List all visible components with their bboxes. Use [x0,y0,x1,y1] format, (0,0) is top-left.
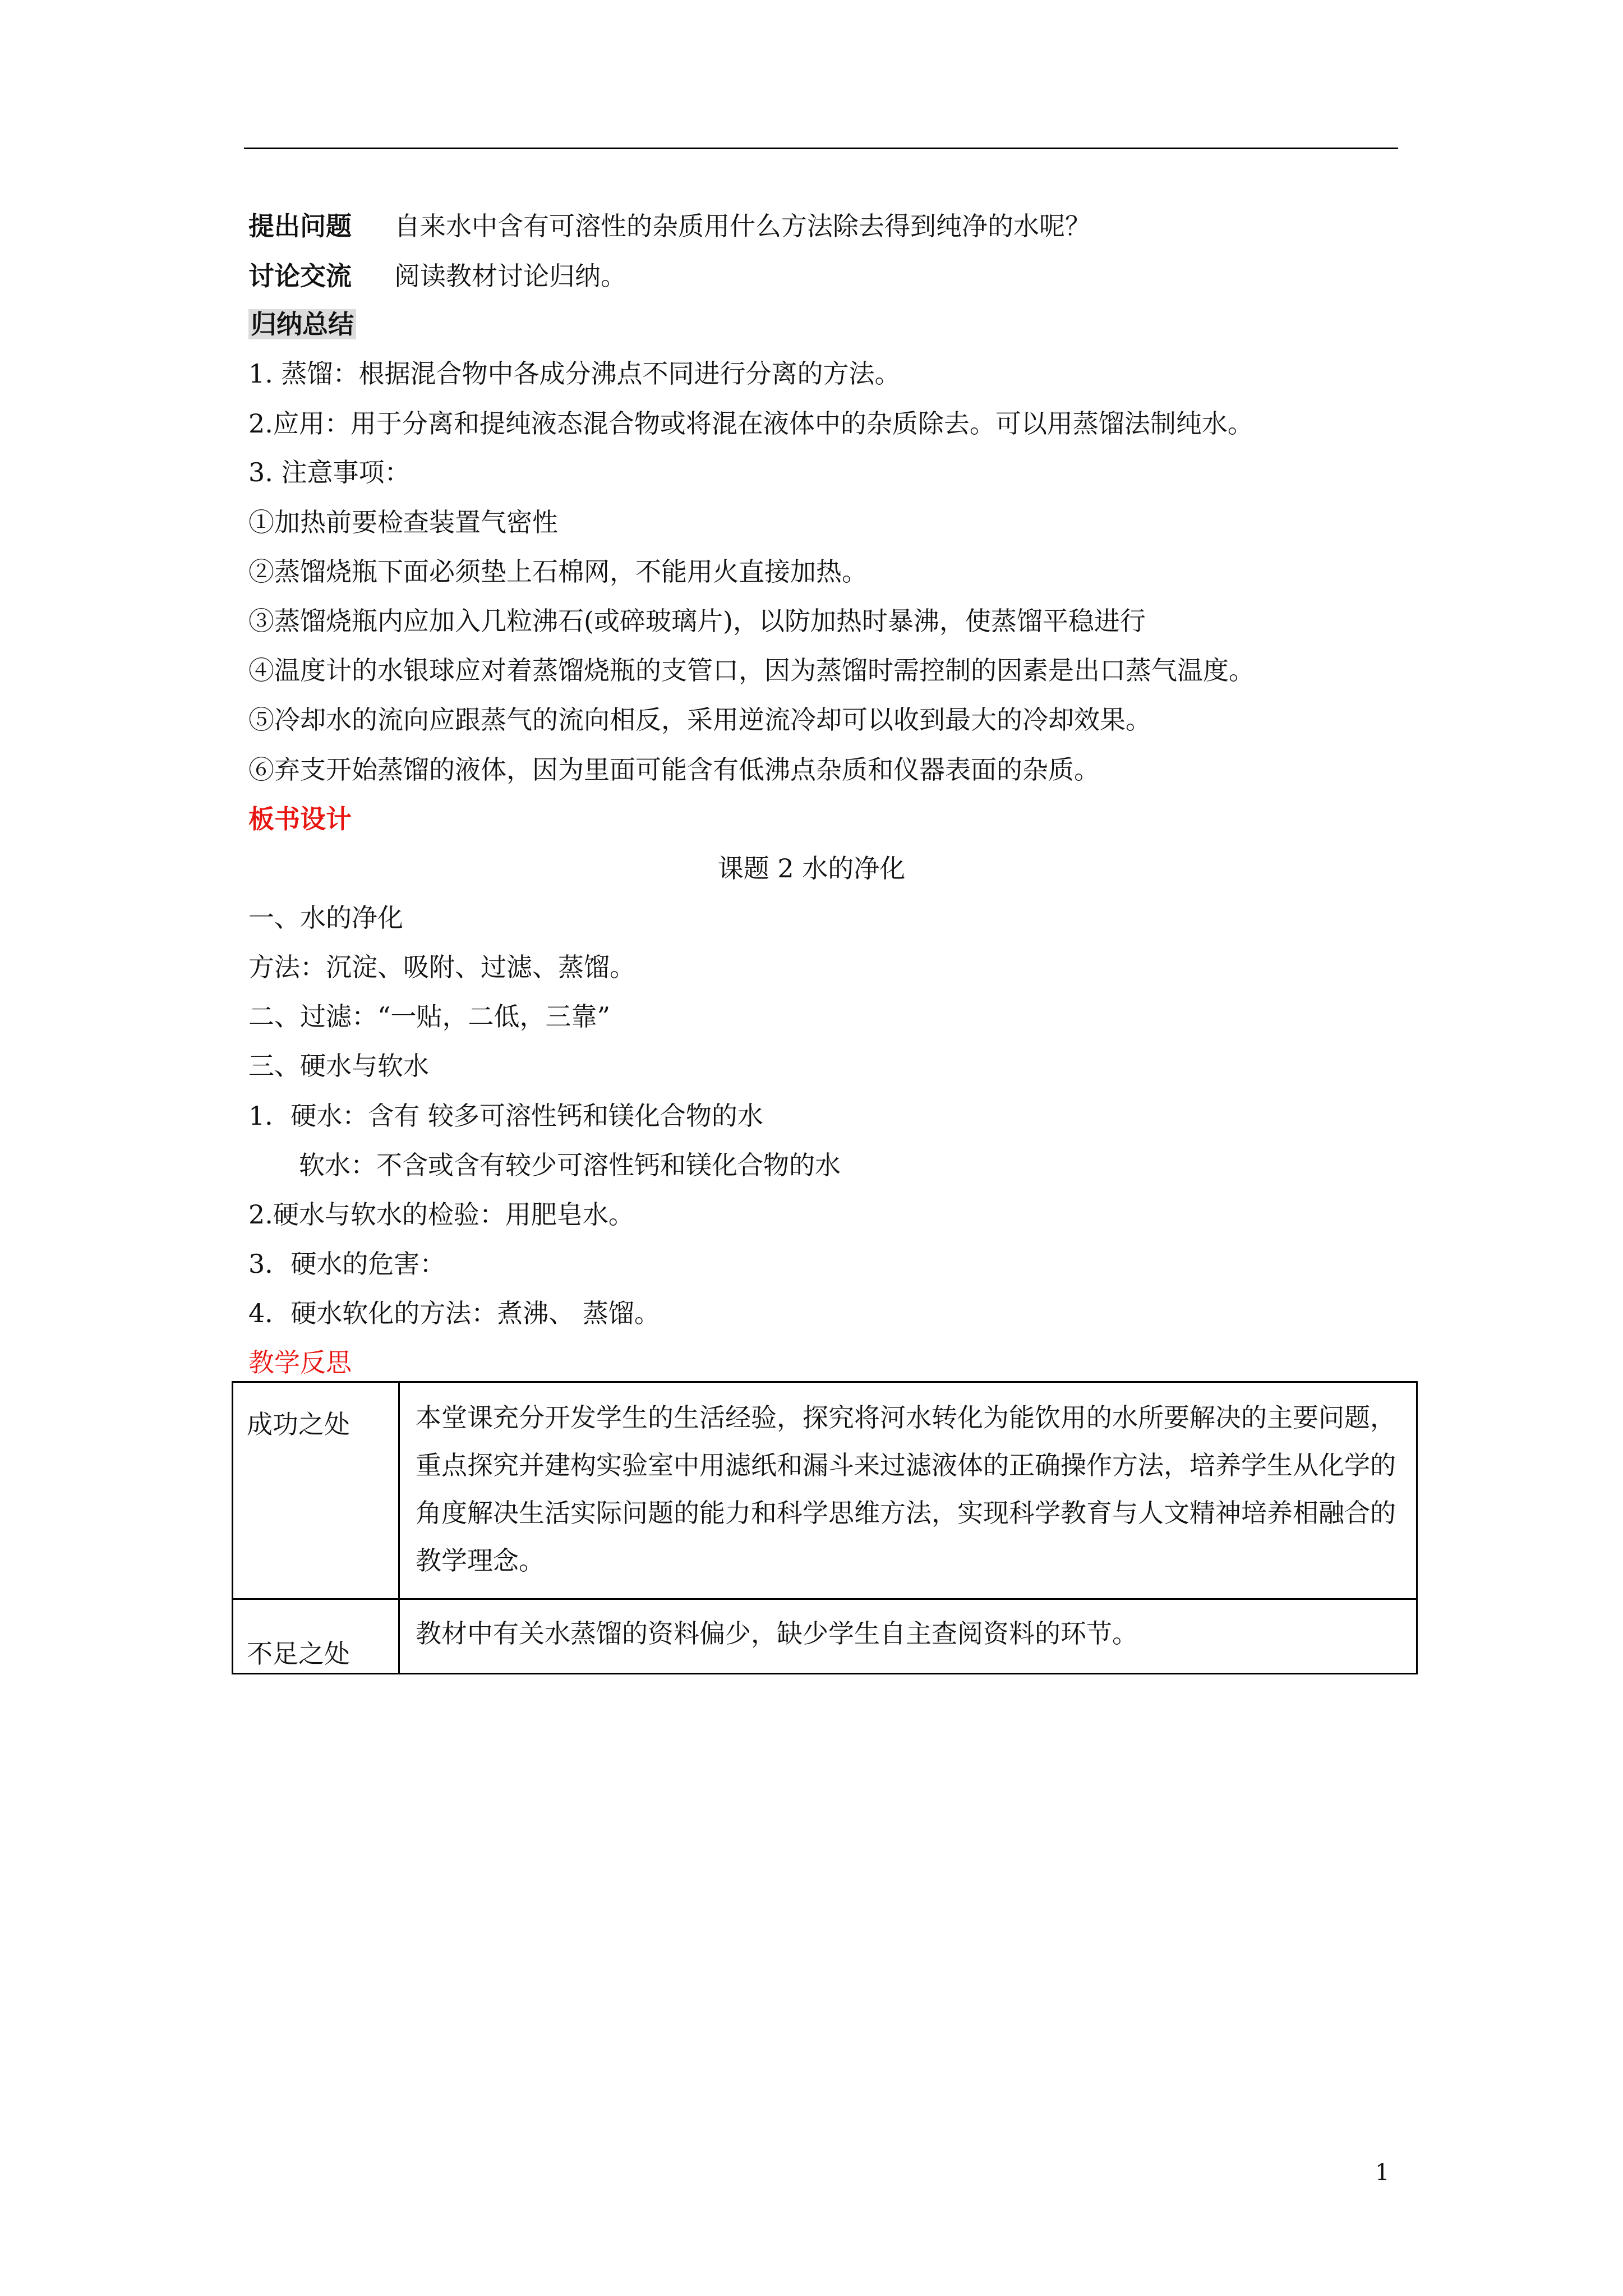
note-item: ⑤冷却水的流向应跟蒸气的流向相反，采用逆流冷却可以收到最大的冷却效果。 [248,705,1151,735]
discussion-text: 阅读教材讨论归纳。 [394,261,626,291]
reflection-row [233,1382,1417,1599]
page-number: 1 [1375,2160,1390,2185]
note-item: ③蒸馏烧瓶内应加入几粒沸石(或碎玻璃片)，以防加热时暴沸，使蒸馏平稳进行 [248,606,1146,636]
question-line [248,209,1091,243]
summary-point-2: 2.应用：用于分离和提纯液态混合物或将混在液体中的杂质除去。可以用蒸馏法制纯水。 [248,408,1253,439]
summary-point-3: 3. 注意事项： [248,457,411,487]
board-line: 4．硬水软化的方法：煮沸、 蒸馏。 [248,1298,660,1328]
reflection-label: 成功之处 [233,1382,399,1599]
summary-heading: 归纳总结 [248,309,356,339]
discussion-key: 讨论交流 [248,261,352,291]
note-item: ④温度计的水银球应对着蒸馏烧瓶的支管口，因为蒸馏时需控制的因素是出口蒸气温度。 [248,655,1255,685]
board-line: 2.硬水与软水的检验：用肥皂水。 [248,1199,634,1230]
summary-point-1: 1. 蒸馏：根据混合物中各成分沸点不同进行分离的方法。 [248,358,901,389]
reflection-text: 教材中有关水蒸馏的资料偏少，缺少学生自主查阅资料的环节。 [399,1599,1417,1674]
board-line: 3．硬水的危害： [248,1249,446,1279]
board-line: 一、水的净化 [248,903,403,933]
header-rule [244,148,1398,149]
note-item: ⑥弃支开始蒸馏的液体，因为里面可能含有低沸点杂质和仪器表面的杂质。 [248,754,1100,785]
board-line: 方法：沉淀、吸附、过滤、蒸馏。 [248,952,635,982]
summary-heading-line [248,307,356,341]
note-item: ①加热前要检查装置气密性 [248,507,558,537]
board-line: 二、过滤：“一贴，二低，三靠” [248,1001,611,1032]
question-key: 提出问题 [248,211,352,241]
reflection-table [232,1381,1418,1674]
reflection-text: 本堂课充分开发学生的生活经验，探究将河水转化为能饮用的水所要解决的主要问题，重点探究并建构实验室中用滤纸和漏斗来过滤液体的正确操作方法，培养学生从化学的角度解决生活实际问题的能力和科学思维方法，实现科学教育与人文精神培养相融合的教学理念。 [399,1382,1417,1599]
note-item: ②蒸馏烧瓶下面必须垫上石棉网，不能用火直接加热。 [248,556,868,587]
board-title: 课题 2 水的净化 [717,853,906,884]
board-heading: 板书设计 [248,804,352,834]
question-text: 自来水中含有可溶性的杂质用什么方法除去得到纯净的水呢？ [394,211,1091,241]
board-line: 软水：不含或含有较少可溶性钙和镁化合物的水 [299,1150,841,1180]
board-line: 1．硬水：含有 较多可溶性钙和镁化合物的水 [248,1101,763,1131]
reflection-row [233,1599,1417,1674]
board-line: 三、硬水与软水 [248,1051,429,1081]
reflection-heading: 教学反思 [248,1347,352,1378]
discussion-line [248,259,626,293]
reflection-label: 不足之处 [233,1599,399,1674]
